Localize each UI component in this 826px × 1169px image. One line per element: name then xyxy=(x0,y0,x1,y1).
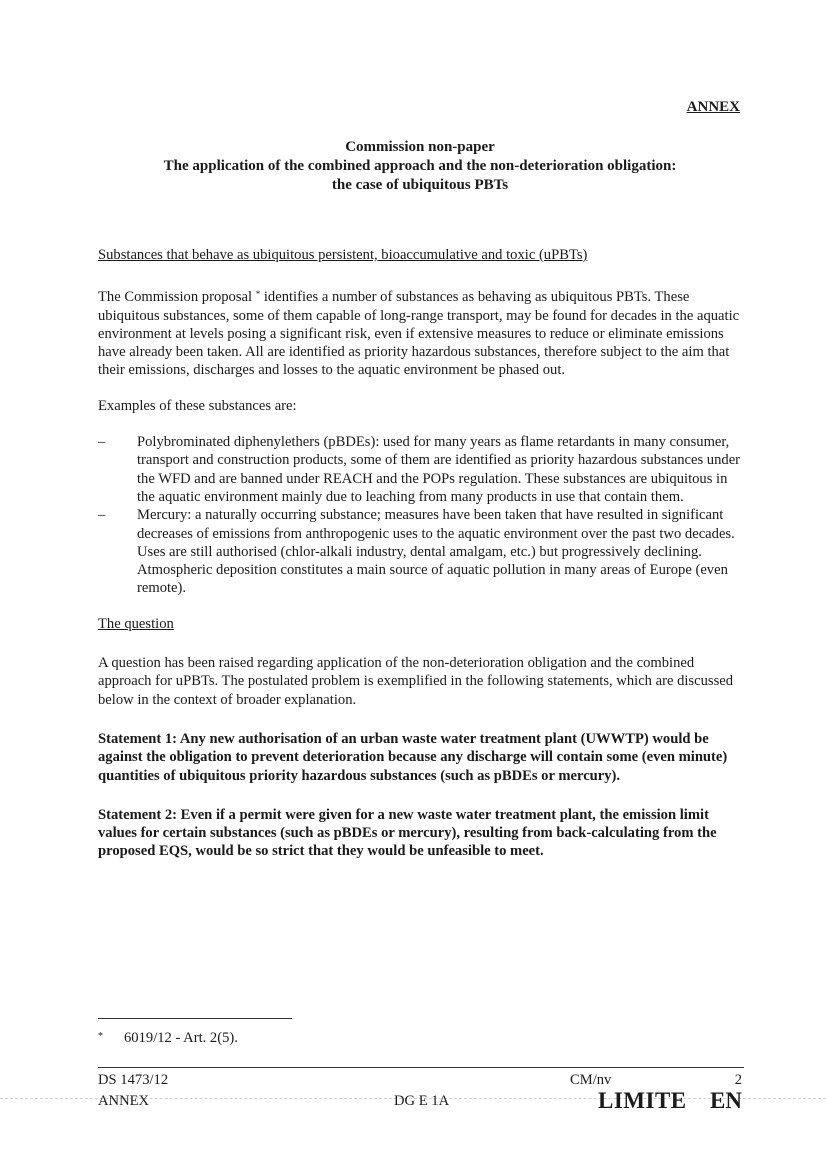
intro-text-end: identifies a number of substances as behaving as ubiquitous PBTs. These ubiquitous substances, some of them capable of long-range transport, may be found for decades in the aquatic environment at levels posing a significant risk, even if extensive measures to reduce or eliminate emissions have already been taken. All are identified as priority hazardous substances, therefore subject to the aim that their emissions, discharges and losses to the aquatic environment be phased out. xyxy=(98,289,740,379)
footnote-text: 6019/12 - Art. 2(5). xyxy=(124,1030,238,1046)
question-paragraph: A question has been raised regarding application of the non-deterioration obligation and the combined approach for uPBTs. The postulated problem is exemplified in the following statements, which are discussed below in the context of broader explanation. xyxy=(98,655,734,708)
title-line-2: The application of the combined approach and the non-deterioration obligation: xyxy=(163,158,677,174)
directorate-code: DG E 1A xyxy=(394,1093,450,1109)
footnote-divider xyxy=(98,1018,292,1019)
statement-1: Statement 1: Any new authorisation of an urban waste water treatment plant (UWWTP) would be against the obligation to prevent deterioration because any discharge will contain some (even minute) quantities of ubiquitous priority hazardous substances (such as pBDEs or mercury). xyxy=(98,730,728,784)
author-initials: CM/nv xyxy=(570,1072,612,1088)
page-number: 2 xyxy=(734,1072,742,1088)
bullet-dash: – xyxy=(98,434,106,451)
intro-paragraph xyxy=(98,285,744,379)
section-heading-upbts: Substances that behave as ubiquitous persistent, bioaccumulative and toxic (uPBTs) xyxy=(98,247,588,263)
footer-bottom-row xyxy=(98,1088,744,1117)
footer-annex: ANNEX xyxy=(98,1093,150,1109)
title-line-3: the case of ubiquitous PBTs xyxy=(331,177,509,193)
footnote-mark: * xyxy=(98,1031,103,1042)
title-line-1: Commission non-paper xyxy=(345,139,495,155)
section-heading-question: The question xyxy=(98,615,174,632)
footer-divider xyxy=(98,1067,744,1068)
document-title xyxy=(98,138,742,195)
list-item-text: Polybrominated diphenylethers (pBDEs): used for many years as flame retardants in many consumer, transport and construction products, some of them are identified as priority hazardous substances under the WFD and are banned under REACH and the POPs regulation. These substances are ubiquitous in the aquatic environment mainly due to leaching from many products in use that contain them. xyxy=(137,434,741,505)
examples-intro: Examples of these substances are: xyxy=(98,397,297,414)
bullet-dash: – xyxy=(98,507,106,524)
footnote xyxy=(98,1030,238,1047)
annex-label: ANNEX xyxy=(686,99,740,115)
footnote-reference: * xyxy=(255,289,261,300)
classification-label: LIMITE xyxy=(598,1088,687,1113)
statement-2: Statement 2: Even if a permit were given for a new waste water treatment plant, the emission limit values for certain substances (such as pBDEs or mercury), resulting from back-calculating from the proposed EQS, would be so strict that they would be unfeasible to meet. xyxy=(98,806,717,860)
document-body xyxy=(98,246,744,861)
document-reference: DS 1473/12 xyxy=(98,1072,169,1088)
list-item xyxy=(98,506,744,597)
language-code: EN xyxy=(710,1088,742,1113)
list-item xyxy=(98,433,744,506)
list-item-text: Mercury: a naturally occurring substance; measures have been taken that have resulted in significant decreases of emissions from anthropogenic uses to the aquatic environment over the past two decades. Uses are still authorised (chlor-alkali industry, dental amalgam, etc.) but progressively declining. Atmospheric deposition constitutes a main source of aquatic pollution in many areas of Europe (even remote). xyxy=(137,507,735,597)
examples-list xyxy=(98,433,744,598)
intro-text-start: The Commission proposal xyxy=(98,289,253,306)
